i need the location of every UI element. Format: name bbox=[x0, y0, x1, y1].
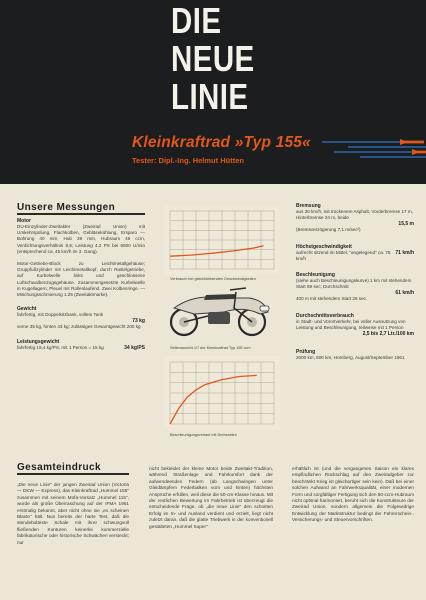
pruefung-text: 2000 km, 800 km, Homberg, August/September 1961 bbox=[296, 355, 405, 361]
verbrauch-label: Durchschnittsverbrauch bbox=[296, 312, 354, 319]
gesamt-paragraph-1: „Die neue Linie" der jungen Zweirad Union (Victoria — DKW — Express), das Kleinkraftrad „Hummel 155" zusammen mit seinem Mofa-Vorsatz „Hummel 115", wurde als große Überraschung auf der IFMA 1961 erstmalig bekannt, aber nicht ohne sie „es scheinen Blaste" hält. Nun bereits der harte Test, daß die stendebulärste Schale mit ihrer schwungvoll fließenden Konturen keinerlei kommerzielle fabrikatorische oder historische Schwächen versteckt; nur bbox=[17, 482, 129, 545]
gesamt-paragraph-2: nicht bekleidet der kleine Motor beide Zweitakt-Tradition, während Straßenlage und Fahrkomfort dank der aufwendeenden Federn (ab Langschwingen unter Gleidämpfern Federbalken vorn und hinten) höchsten Ansprüche erfüllen, weil diese die 50-cm-Klasse hinaus. Mit der restlichen Bewertung im Fahrbetrieb ist überzeugt die entscheidende Frage, ob „die neue Linie" den schnitten Erfolg im In- und Ausland verdient und erzielt, liegt nicht zuletzt daran, daß die glatte Triebwerk in der konventionell gestalteten „Hummel Super" bbox=[149, 466, 273, 529]
verbrauch-value: 2,5 bis 2,7 Ltr./100 km bbox=[362, 331, 414, 338]
chart-caption-top: Verbrauch bei gleichbleibenden Geschwindigkeiten bbox=[170, 277, 256, 281]
section-rule bbox=[17, 473, 129, 475]
acceleration-chart bbox=[164, 356, 280, 430]
beschl-text2: 400 m mit stehendem Start 26 sec. bbox=[296, 296, 368, 302]
gewicht-value: 73 kg bbox=[132, 318, 145, 325]
verbrauch-text: in Stadt- und Vorortverkehr, bei voller Ausnutzung von Leistung und Beschleunigung, teilweise mit 1 Person bbox=[296, 318, 406, 330]
bremsung-value: 15,5 m bbox=[398, 221, 414, 228]
chart-grid bbox=[170, 211, 274, 269]
chart-caption-bottom: Beschleunigungsverlauf mit Drehzahlen bbox=[170, 433, 237, 437]
subtitle: Kleinkraftrad »Typ 155« bbox=[132, 134, 311, 151]
getriebe-text: Motor-Getriebe-Block zu Leichtmetallgehäuse; Gruppfußzylinder mit Leichtmetallkopf, durch Rastelgetriebe, auf Kurbelwelle links und geschlossene Luftschwalbenzugsgehäuse. Zusammengesetzte Kurbelwelle in Kugellagern; Pleuel mit Rollenlaufend. Zwei Kolbenringe. — Mischungsschmierung 1:25 (Zweitaktmarke). bbox=[17, 261, 145, 298]
beschl-text: (siehe auch Beschleunigungskurve) 1 km mit stehendem Start 59 sec; Durchschnitt bbox=[296, 278, 412, 290]
tester-line: Tester: Dipl.-Ing. Helmut Hütten bbox=[132, 156, 244, 165]
beschl-value: 61 km/h bbox=[395, 290, 414, 297]
hoechst-text: aufrecht sitzend im Mittel, "angelegend" ca. 75 km/h bbox=[296, 249, 391, 261]
gewicht-text2: vorne 35 kg, hinten 43 kg; zulässiges Gesamtgewicht 200 kg bbox=[17, 324, 141, 330]
title-line: LINIE bbox=[171, 76, 249, 117]
title-line: NEUE bbox=[171, 38, 255, 79]
measurements-column bbox=[17, 218, 145, 351]
motor-text: DU-Einzylinder-Zweitakter (Zweirad Union) mit Umkehrspülung, Flachkolben, Gebläsekühlung, Ersparo — Bohrung 40 mm, Hub 39 mm, Hubraum 49 ccm, Verdichtungsverhältnis 8,5; Leistung 4,2 PS bei 6600 U/min (entsprechend ca. 45 km/h im 3. Gang). bbox=[17, 224, 145, 254]
gewicht-text: fahrfertig, mit Doppelsitzbank, vollem Tank bbox=[17, 312, 104, 318]
gewicht-label: Gewicht bbox=[17, 306, 37, 313]
section-title-measurements: Unsere Messungen bbox=[17, 202, 116, 213]
bike-caption: Seitenansicht 1/7 der Kleinkraftrad Typ 155 ccm bbox=[170, 346, 251, 350]
series-line bbox=[170, 246, 264, 256]
chart-grid bbox=[170, 362, 274, 424]
gesamt-paragraph-3: erhältlich ist (und die vergangenen Saison ein klares empfindlichen Rückschlag auf den Zweiradgeber zur beschränkt Krieg ist gleichartiger sein kein). Daß bei einer solchen Aufwand an Fahrwerksqualität, einer modernen Form und sorgfältiger Fertigung sich den 50-ccm-Hubraum nicht optimal harmoniert, beruht sich die Konstrukteure der Zweirad Union, sondern allgemein die Folgewidrige Entwicklung der Marktstruktur bedingt der Führerschein-, Versicherungs- und Steuervorschriften. bbox=[292, 466, 414, 523]
motorcycle-illustration bbox=[164, 284, 280, 342]
bremsung-text2: (Bremsverzögerung 7,1 m/sec²) bbox=[296, 227, 361, 233]
leistung-label: Leistungsgewicht bbox=[17, 338, 60, 345]
leistung-text: fahrfertig 19,4 kg/PS, mit 1 Person = 15 kg bbox=[17, 344, 104, 350]
section-title-gesamt: Gesamteindruck bbox=[17, 462, 101, 473]
section-rule bbox=[17, 213, 145, 215]
header-banner bbox=[0, 0, 426, 184]
beschl-label: Beschleunigung bbox=[296, 272, 335, 279]
motor-label: Motor bbox=[17, 218, 31, 224]
title-line: DIE bbox=[171, 0, 222, 41]
hoechst-label: Höchstgeschwindigkeit bbox=[296, 243, 352, 250]
bremsung-text: aus 30 km/h, mit trockenem Asphalt, Vorderbremse 17 m, Hinterbremse 24 m, beide bbox=[296, 209, 413, 221]
leistung-value: 34 kg/PS bbox=[124, 344, 145, 351]
results-column bbox=[296, 203, 414, 361]
pruefung-label: Prüfung bbox=[296, 349, 316, 356]
main-title bbox=[171, 2, 253, 116]
consumption-chart bbox=[164, 205, 280, 275]
bremsung-label: Bremsung bbox=[296, 203, 321, 209]
hoechst-value: 71 km/h bbox=[395, 249, 414, 256]
